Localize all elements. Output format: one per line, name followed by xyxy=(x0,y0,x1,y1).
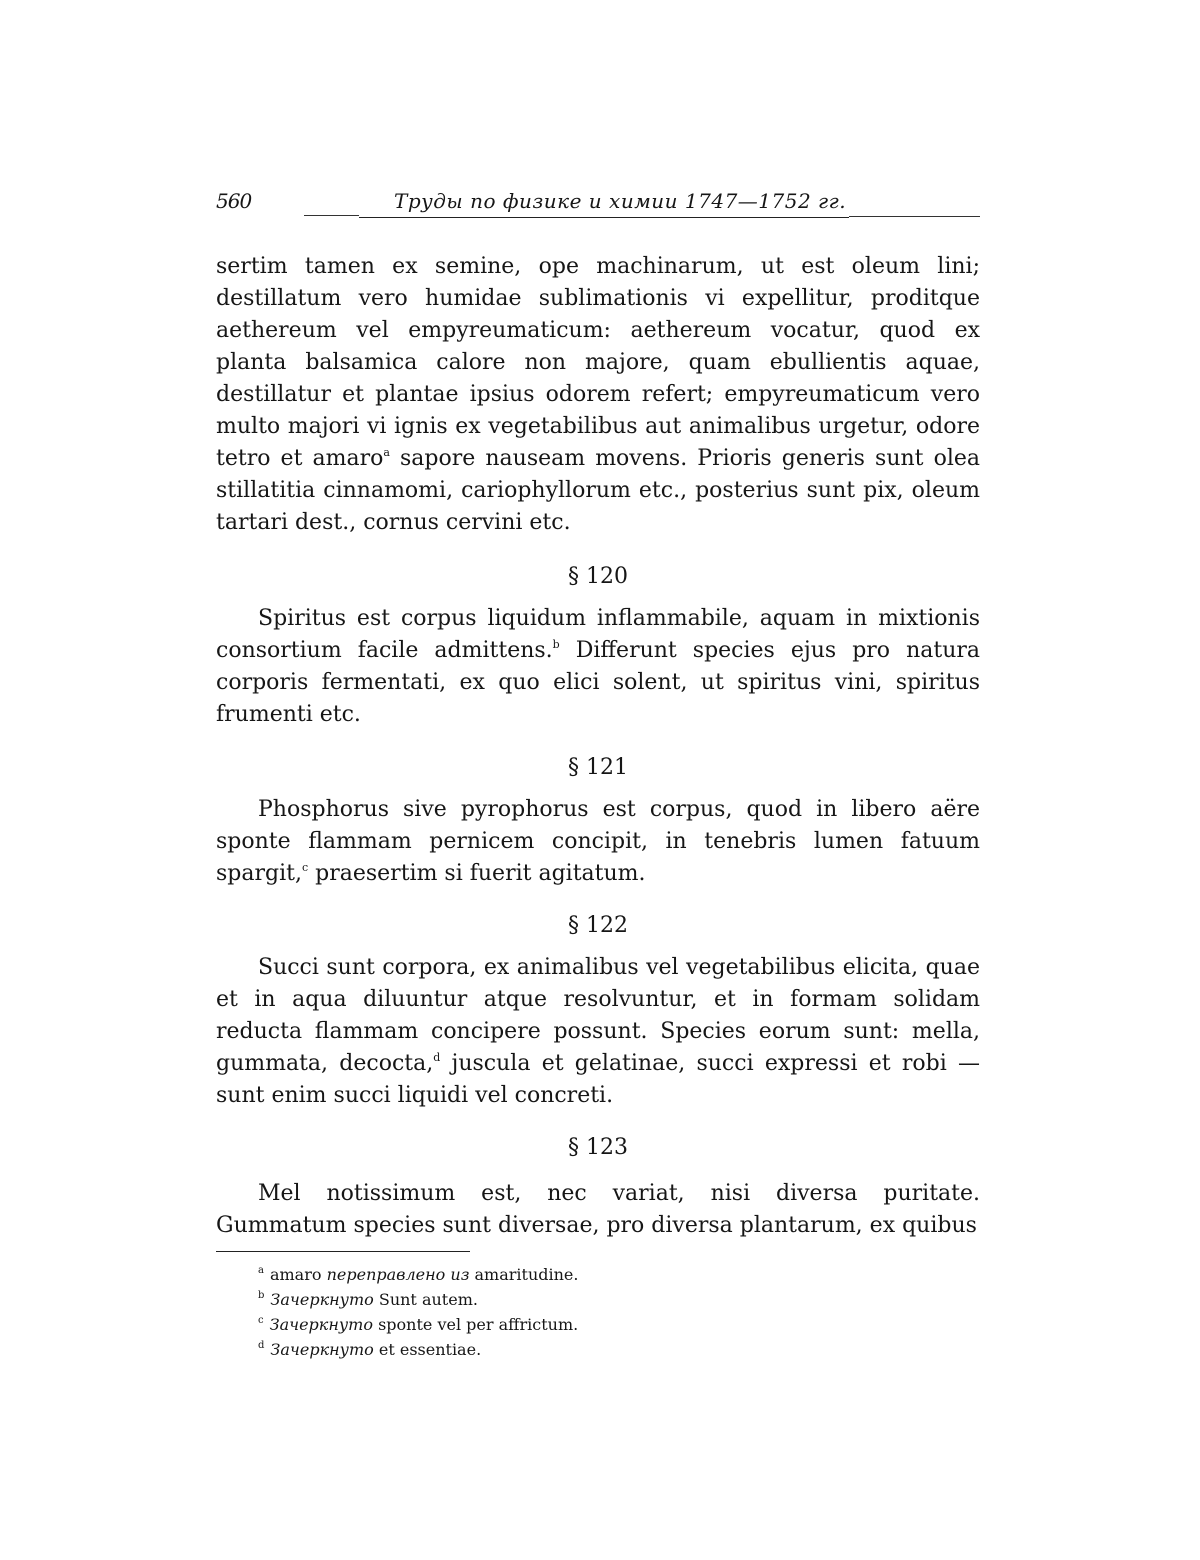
paragraph-121 xyxy=(216,794,980,890)
section-heading-120: § 120 xyxy=(216,561,980,593)
footnote-mark: d xyxy=(258,1340,264,1351)
header-rule xyxy=(359,217,849,218)
footnote-text: sponte vel per affrictum. xyxy=(378,1315,578,1334)
footnote-ref-a[interactable]: a xyxy=(383,446,390,459)
section-heading-123: § 123 xyxy=(216,1132,980,1164)
footnote-c xyxy=(258,1312,958,1337)
footnote-editor-note: Зачеркнуто xyxy=(270,1290,373,1309)
section-heading-121: § 121 xyxy=(216,752,980,784)
footnote-mark: c xyxy=(258,1315,264,1326)
paragraph-text: sapore nauseam movens. Prioris generis sunt olea stillatitia cinnamomi, cariophyllorum etc., posterius sunt pix, oleum tartari dest., cornus cervini etc. xyxy=(216,446,980,535)
footnote-b xyxy=(258,1287,958,1312)
page-header xyxy=(216,183,980,223)
document-page xyxy=(216,0,980,1560)
footnote-mark: b xyxy=(258,1290,264,1301)
footnote-lead: amaro xyxy=(270,1265,322,1284)
paragraph-text: sertim tamen ex semine, ope machinarum, ut est oleum lini; destillatum vero humidae sublimationis vi expellitur, proditque aethereum vel empyreumaticum: aethereum vocatur, quod ex planta balsamica calore non majore, quam ebullientis aquae, destillatur et plantae ipsius odorem refert; empyreumaticum vero multo majori vi ignis ex vegetabilibus aut animalibus urgetur, odore tetro et amaro xyxy=(216,254,980,471)
footnote-text: et essentiae. xyxy=(379,1340,481,1359)
footnote-text: Sunt autem. xyxy=(379,1290,478,1309)
header-rule-left xyxy=(304,215,359,216)
footnote-rule xyxy=(216,1251,470,1252)
paragraph-text: Succi sunt corpora, ex animalibus vel vegetabilibus elicita, quae et in aqua diluuntur atque resolvuntur, et in formam solidam reducta flammam concipere possunt. Species eorum sunt: mella, gummata, decocta, xyxy=(216,955,980,1076)
footnote-mark: a xyxy=(258,1265,264,1276)
footnote-ref-c[interactable]: c xyxy=(302,861,308,874)
footnote-ref-b[interactable]: b xyxy=(553,638,560,651)
paragraph-text: juscula et gelatinae, succi expressi et robi — sunt enim succi liquidi vel concreti. xyxy=(216,1051,980,1108)
footnote-editor-note: переправлено из xyxy=(327,1265,470,1284)
header-rule-right xyxy=(849,216,980,217)
page-number: 560 xyxy=(216,189,251,213)
footnote-a xyxy=(258,1262,958,1287)
footnotes xyxy=(258,1262,958,1362)
footnote-editor-note: Зачеркнуто xyxy=(270,1315,373,1334)
paragraph-text: Differunt species ejus pro natura corporis fermentati, ex quo elici solent, ut spiritus vini, spiritus frumenti etc. xyxy=(216,638,980,727)
paragraph-text: praesertim si fuerit agitatum. xyxy=(308,861,645,886)
paragraph-text: Spiritus est corpus liquidum inflammabile, aquam in mixtionis consortium facile admittens. xyxy=(216,606,980,663)
paragraph-continued xyxy=(216,251,980,539)
footnote-editor-note: Зачеркнуто xyxy=(270,1340,373,1359)
paragraph-120 xyxy=(216,603,980,731)
paragraph-text: Phosphorus sive pyrophorus est corpus, quod in libero aëre sponte flammam pernicem concipit, in tenebris lumen fatuum spargit, xyxy=(216,797,980,886)
running-title: Труды по физике и химии 1747—1752 гг. xyxy=(394,189,846,213)
paragraph-123: Mel notissimum est, nec variat, nisi diversa puritate. Gummatum species sunt diversae, pro diversa plantarum, ex quibus xyxy=(216,1178,980,1242)
section-heading-122: § 122 xyxy=(216,910,980,942)
footnote-text: amaritudine. xyxy=(475,1265,579,1284)
footnote-ref-d[interactable]: d xyxy=(433,1051,440,1064)
footnote-d xyxy=(258,1337,958,1362)
paragraph-122 xyxy=(216,952,980,1112)
